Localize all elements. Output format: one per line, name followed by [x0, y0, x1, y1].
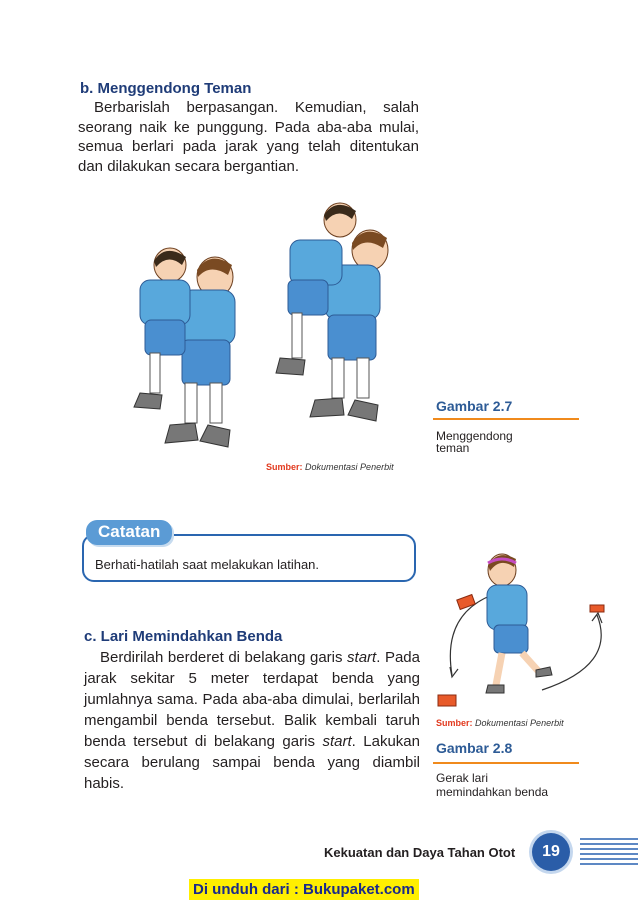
chapter-title: Kekuatan dan Daya Tahan Otot [324, 845, 516, 860]
right-pair [276, 203, 388, 421]
piggyback-illustration [110, 195, 410, 470]
download-link[interactable]: Di unduh dari : Bukupaket.com [189, 879, 419, 900]
footer-stripe [580, 838, 638, 840]
page-number: 19 [532, 833, 570, 871]
note-text: Berhati-hatilah saat melakukan latihan. [95, 557, 320, 572]
figure-2-7-caption-line1: Menggendong [436, 429, 513, 443]
section-b-title: b. Menggendong Teman [80, 80, 252, 97]
figure-2-7-rule [433, 418, 579, 420]
figure-2-7-source: Sumber: Dokumentasi Penerbit [266, 462, 394, 472]
footer-stripe [580, 863, 638, 865]
footer-stripe [580, 843, 638, 845]
figure-2-8-caption-line2: memindahkan benda [436, 785, 549, 799]
figure-2-7-title: Gambar 2.7 [436, 398, 513, 414]
section-c-paragraph: Berdirilah berderet di belakang garis start. Pada jarak sekitar 5 meter terdapat benda yang jumlahnya sama. Pada aba-aba dimulai, berlarilah mengambil benda tersebut. Balik kembali taruh benda tersebut di belakang garis start. Lakukan secara berulang sampai benda yang diambil habis. [84, 649, 420, 792]
footer-stripe [580, 848, 638, 850]
running-girl-illustration [432, 545, 612, 720]
figure-2-7-caption-line2: teman [436, 441, 470, 455]
figure-2-8-rule [433, 762, 579, 764]
note-tab: Catatan [86, 520, 172, 545]
section-c-title: c. Lari Memindahkan Benda [84, 628, 283, 645]
figure-2-8-source: Sumber: Dokumentasi Penerbit [436, 718, 564, 728]
footer-stripe [580, 858, 638, 860]
left-pair [134, 248, 235, 447]
section-b-paragraph: Berbarislah berpasangan. Kemudian, salah seorang naik ke punggung. Pada aba-aba mulai, semua berlari pada jarak yang telah ditentukan dan dilakukan secara bergantian. [78, 99, 419, 175]
footer-stripe [580, 853, 638, 855]
figure-2-8-caption-line1: Gerak lari [436, 771, 489, 785]
figure-2-8-title: Gambar 2.8 [436, 740, 513, 756]
